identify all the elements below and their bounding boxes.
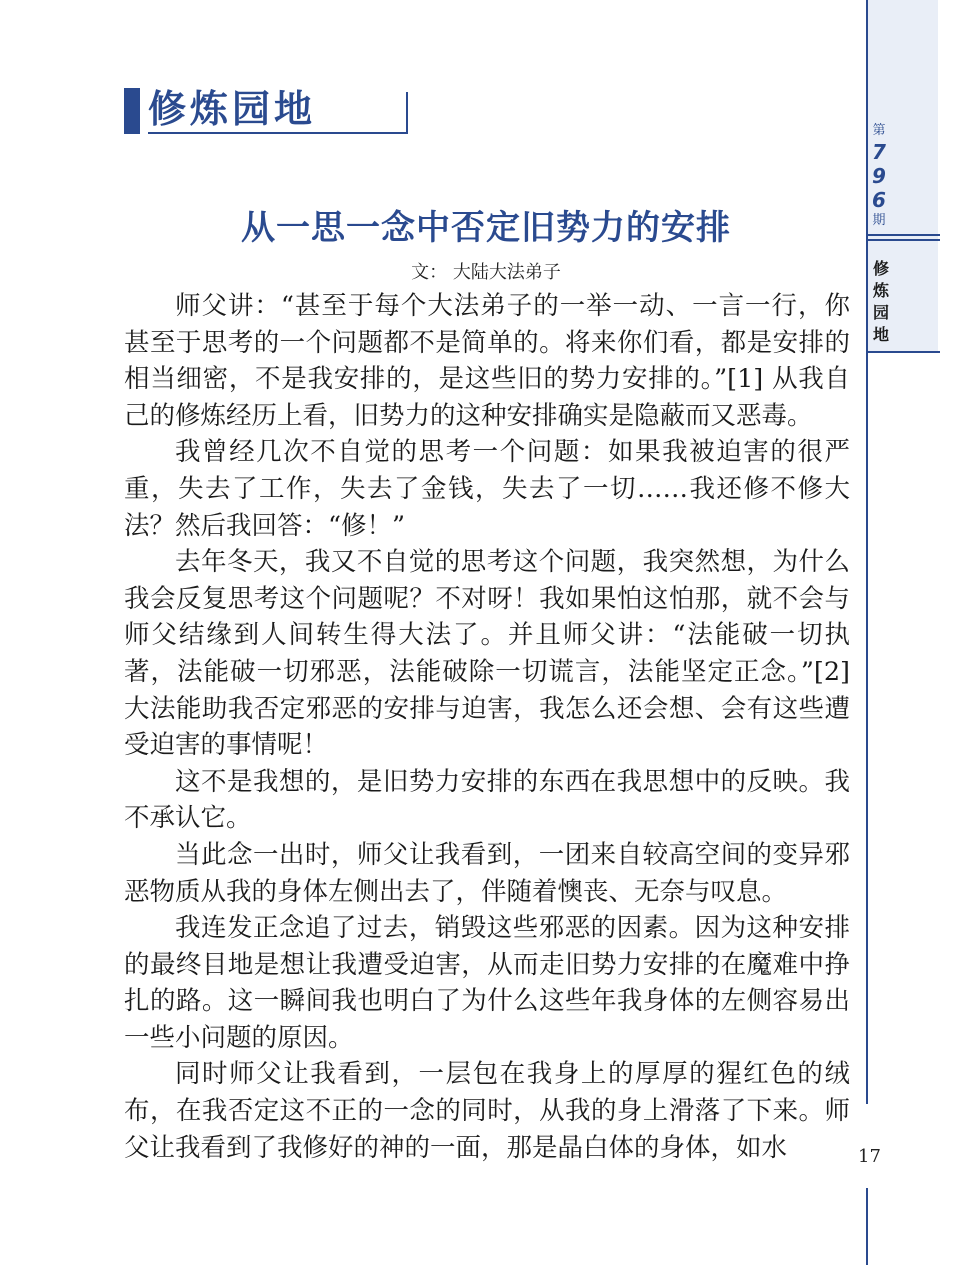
section-title: 修炼园地 xyxy=(148,87,317,131)
article-title: 从一思一念中否定旧势力的安排 xyxy=(241,208,731,248)
sidebar-section-label xyxy=(870,258,892,346)
section-underline xyxy=(148,132,408,134)
issue-number xyxy=(868,122,890,230)
paragraph: 师父讲：“甚至于每个大法弟子的一举一动、一言一行，你甚至于思考的一个问题都不是简单的。将来你们看，都是安排的相当细密，不是我安排的，是这些旧的势力安排的。”[1] 从我自己的修炼经历上看，旧势力的这种安排确实是隐蔽而又恶毒。 xyxy=(124,291,850,431)
section-header-bar xyxy=(124,88,140,134)
sidebar-section-char: 地 xyxy=(872,325,889,344)
sidebar-rule-top xyxy=(866,234,940,236)
issue-digit: 7 xyxy=(872,140,886,164)
paragraph: 当此念一出时，师父让我看到，一团来自较高空间的变异邪恶物质从我的身体左侧出去了，伴随着懊丧、无奈与叹息。 xyxy=(124,839,850,907)
sidebar-section-char: 修 xyxy=(872,259,889,278)
paragraph: 去年冬天，我又不自觉的思考这个问题，我突然想，为什么我会反复思考这个问题呢？不对呀！我如果怕这怕那，就不会与师父结缘到人间转生得大法了。并且师父讲：“法能破一切执著，法能破一切邪恶，法能破除一切谎言，法能坚定正念。”[2] 大法能助我否定邪恶的安排与迫害，我怎么还会想、会有这些遭受迫害的事情呢！ xyxy=(124,547,850,761)
section-header xyxy=(124,88,408,134)
article-body xyxy=(124,288,850,1166)
paragraph: 同时师父让我看到，一层包在我身上的厚厚的猩红色的绒布，在我否定这不正的一念的同时，从我的身上滑落了下来。师父让我看到了我修好的神的一面，那是晶白体的身体，如水 xyxy=(124,1059,850,1163)
issue-suffix: 期 xyxy=(872,213,886,228)
sidebar-section-char: 园 xyxy=(872,303,889,322)
issue-digit: 9 xyxy=(872,164,886,188)
paragraph: 我连发正念追了过去，销毁这些邪恶的因素。因为这种安排的最终目地是想让我遭受迫害，从而走旧势力安排的在魔难中挣扎的路。这一瞬间我也明白了为什么这些年我身体的左侧容易出一些小问题的原因。 xyxy=(124,913,850,1053)
sidebar-rule-top-2 xyxy=(866,239,940,241)
sidebar-section-char: 炼 xyxy=(872,281,889,300)
page-number: 17 xyxy=(858,1146,881,1167)
issue-digit: 6 xyxy=(872,188,886,212)
sidebar-vertical-line-lower xyxy=(866,1188,868,1265)
issue-prefix: 第 xyxy=(872,123,886,138)
section-tick xyxy=(406,92,408,134)
article-byline: 文： 大陆大法弟子 xyxy=(411,262,561,283)
paragraph: 我曾经几次不自觉的思考一个问题：如果我被迫害的很严重，失去了工作，失去了金钱，失去了一切……我还修不修大法？然后我回答：“修！” xyxy=(124,437,850,541)
sidebar-rule-bottom xyxy=(866,351,940,353)
paragraph: 这不是我想的，是旧势力安排的东西在我思想中的反映。我不承认它。 xyxy=(124,766,850,834)
